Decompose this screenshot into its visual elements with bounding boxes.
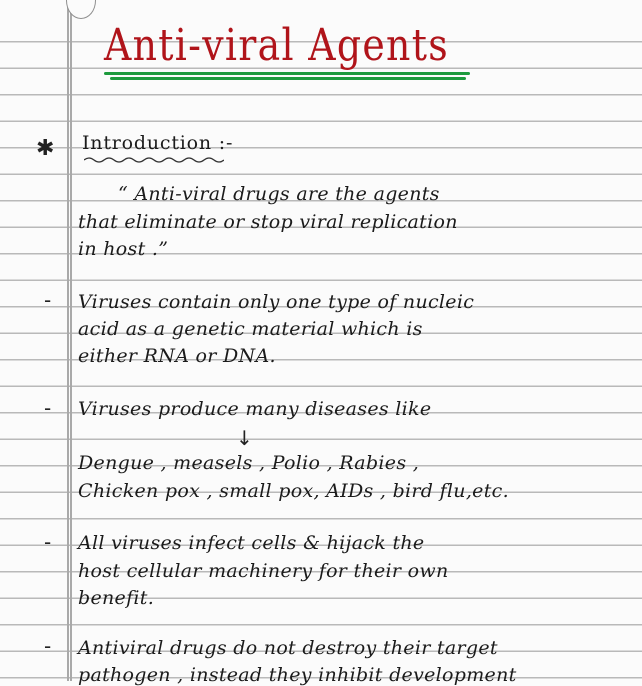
title-underline-1	[104, 72, 470, 75]
dash-bullet: -	[44, 530, 52, 554]
title-underline-2	[110, 77, 466, 80]
definition-line: in host .”	[78, 238, 169, 260]
margin-line-left	[67, 0, 69, 681]
point-line: either RNA or DNA.	[78, 345, 276, 367]
point-line: All viruses infect cells & hijack the	[78, 532, 425, 554]
margin-line-right	[70, 0, 72, 681]
page-title: Anti-viral Agents	[104, 20, 449, 71]
star-bullet-icon: ✱	[36, 136, 55, 161]
point-line: host cellular machinery for their own	[78, 560, 449, 582]
definition-line: “ Anti-viral drugs are the agents	[118, 183, 440, 205]
dash-bullet: -	[44, 634, 52, 658]
disease-list-line: Dengue , measels , Polio , Rabies ,	[78, 452, 420, 474]
point-line: Antiviral drugs do not destroy their target	[78, 637, 498, 659]
wavy-underline	[84, 156, 224, 164]
down-arrow-icon: ↓	[236, 426, 253, 450]
disease-list-line: Chicken pox , small pox, AIDs , bird flu,etc.	[78, 480, 509, 502]
dash-bullet: -	[44, 396, 52, 420]
point-line: Viruses contain only one type of nucleic	[78, 291, 475, 313]
point-line: benefit.	[78, 587, 155, 609]
point-line: Viruses produce many diseases like	[78, 398, 432, 420]
point-line: pathogen , instead they inhibit development	[78, 664, 517, 686]
definition-line: that eliminate or stop viral replication	[78, 211, 458, 233]
dash-bullet: -	[44, 288, 52, 312]
point-line: acid as a genetic material which is	[78, 318, 423, 340]
introduction-heading: Introduction :-	[82, 132, 234, 154]
